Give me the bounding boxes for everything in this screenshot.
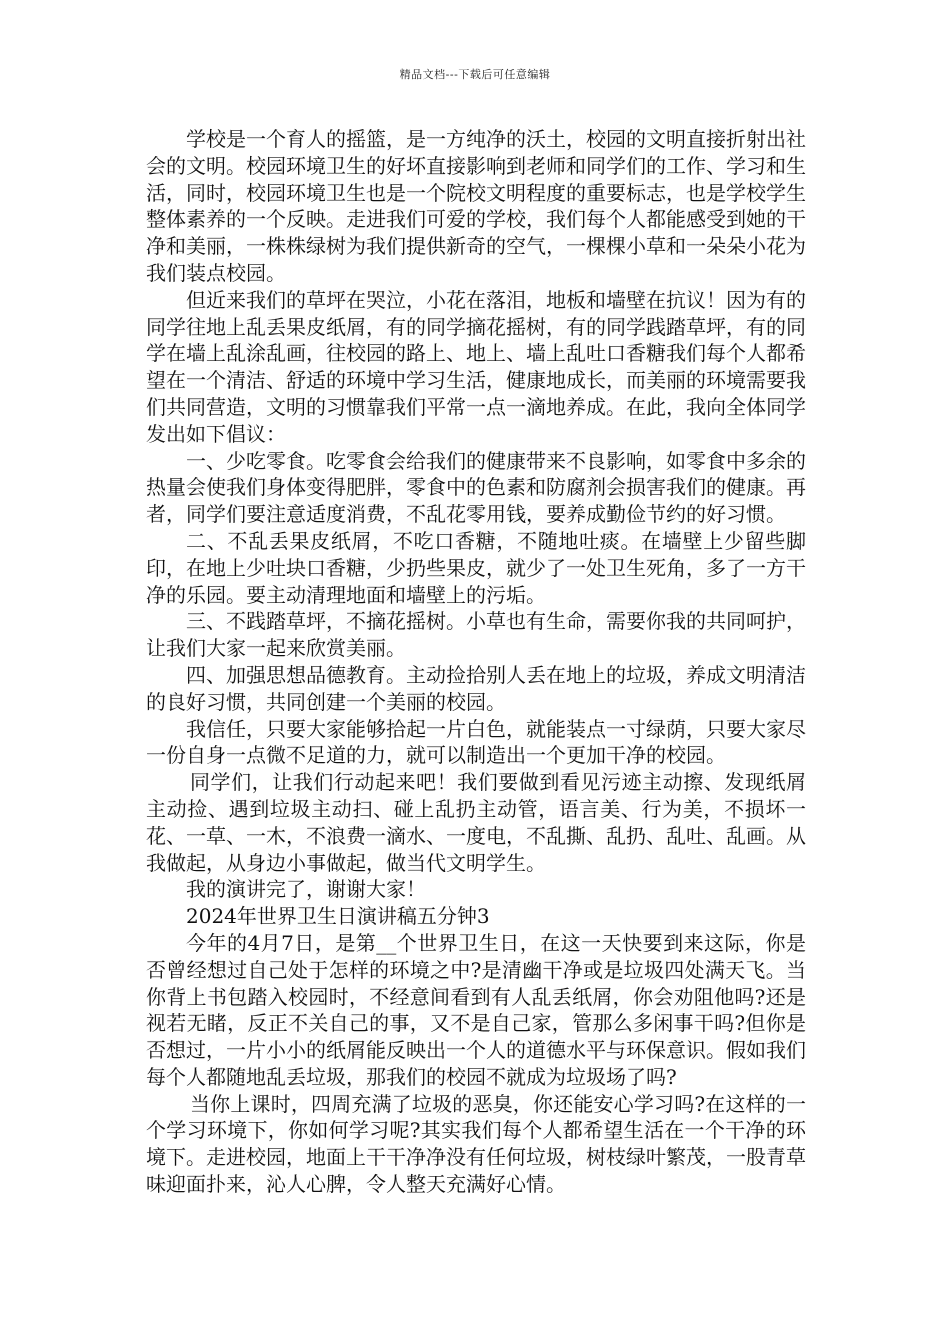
paragraph: 但近来我们的草坪在哭泣，小花在落泪，地板和墙壁在抗议！因为有的同学往地上乱丢果皮纸屑，有的同学摘花摇树，有的同学践踏草坪，有的同学在墙上乱涂乱画，往校园的路上、地上、墙上乱吐口香糖我们每个人都希望在一个清洁、舒适的环境中学习生活，健康地成长，而美丽的环境需要我们共同营造，文明的习惯靠我们平常一点一滴地养成。在此，我向全体同学发出如下倡议： xyxy=(146,287,806,446)
paragraph: 学校是一个育人的摇篮，是一方纯净的沃土，校园的文明直接折射出社会的文明。校园环境卫生的好坏直接影响到老师和同学们的工作、学习和生活，同时，校园环境卫生也是一个院校文明程度的重要标志，也是学校学生整体素养的一个反映。走进我们可爱的学校，我们每个人都能感受到她的干净和美丽，一株株绿树为我们提供新奇的空气，一棵棵小草和一朵朵小花为我们装点校园。 xyxy=(146,127,806,285)
paragraph: 同学们，让我们行动起来吧！我们要做到看见污迹主动擦、发现纸屑主动捡、遇到垃圾主动扫、碰上乱扔主动管，语言美、行为美，不损坏一花、一草、一木，不浪费一滴水、一度电，不乱撕、乱扔、乱吐、乱画。从我做起，从身边小事做起，做当代文明学生。 xyxy=(146,770,806,875)
paragraph: 三、不践踏草坪，不摘花摇树。小草也有生命，需要你我的共同呵护，让我们大家一起来欣赏美丽。 xyxy=(146,609,806,661)
paragraph: 四、加强思想品德教育。主动捡拾别人丢在地上的垃圾，养成文明清洁的良好习惯，共同创建一个美丽的校园。 xyxy=(146,662,806,714)
paragraph: 我的演讲完了，谢谢大家！ xyxy=(186,877,426,902)
paragraph: 今年的4月7日，是第__个世界卫生日，在这一天快要到来这际，你是否曾经想过自己处于怎样的环境之中?是清幽干净或是垃圾四处满天飞。当你背上书包踏入校园时，不经意间看到有人乱丢纸屑，你会劝阻他吗?还是视若无睹，反正不关自己的事，又不是自己家，管那么多闲事干吗?但你是否想过，一片小小的纸屑能反映出一个人的道德水平与环保意识。假如我们每个人都随地乱丢垃圾，那我们的校园不就成为垃圾场了吗? xyxy=(146,930,806,1089)
paragraph: 我信任，只要大家能够拾起一片白色，就能装点一寸绿荫，只要大家尽一份自身一点微不足道的力，就可以制造出一个更加干净的校园。 xyxy=(146,716,806,768)
section-title: 2024年世界卫生日演讲稿五分钟3 xyxy=(186,904,490,929)
document-body xyxy=(146,126,806,1198)
paragraph: 当你上课时，四周充满了垃圾的恶臭，你还能安心学习吗?在这样的一个学习环境下，你如何学习呢?其实我们每个人都希望生活在一个干净的环境下。走进校园，地面上干干净净没有任何垃圾，树枝绿叶繁茂，一股青草味迎面扑来，沁人心脾，令人整天充满好心情。 xyxy=(146,1091,806,1197)
paragraph: 二、不乱丢果皮纸屑，不吃口香糖，不随地吐痰。在墙壁上少留些脚印，在地上少吐块口香糖，少扔些果皮，就少了一处卫生死角，多了一方干净的乐园。要主动清理地面和墙壁上的污垢。 xyxy=(146,528,806,607)
page-header: 精品文档---下载后可任意编辑 xyxy=(399,68,551,81)
paragraph: 一、少吃零食。吃零食会给我们的健康带来不良影响，如零食中多余的热量会使我们身体变得肥胖，零食中的色素和防腐剂会损害我们的健康。再者，同学们要注意适度消费，不乱花零用钱，要养成勤俭节约的好习惯。 xyxy=(146,448,806,527)
